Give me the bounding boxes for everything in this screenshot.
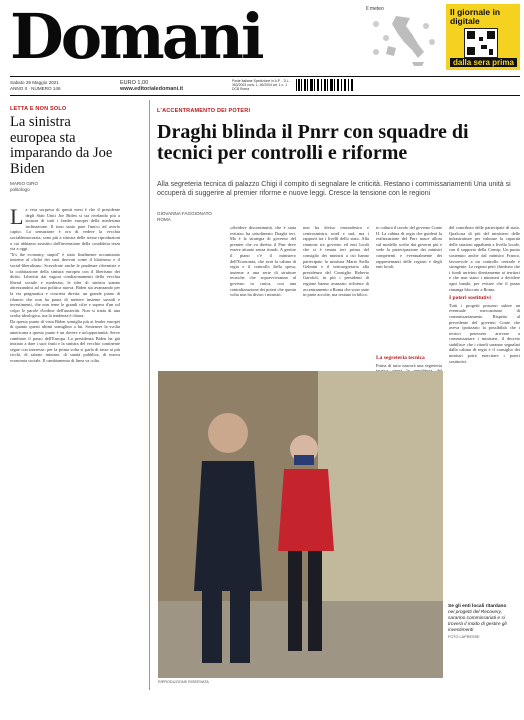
postal-info: Poste Italiane Spedizione in A.P. - D.L. 353/2003 conv. L. 46/2004 art. 1 c. 1 DCB Roma [232, 79, 290, 92]
main-author [157, 211, 212, 223]
section-subhead: La segreteria tecnica [376, 355, 425, 361]
website-link[interactable]: www.editorialedomani.it [120, 86, 184, 92]
main-deck: Alla segreteria tecnica di palazzo Chigi il compito di segnalare le criticità. Restano i commissariamenti Una unità si occuperà di suggerire al premier riforme e nuove leggi. Cresce la tensione con le regioni [157, 181, 511, 197]
promo-subtitle: dalla sera prima [450, 58, 517, 67]
author-role: politologo [10, 187, 30, 192]
section-subhead: I poteri sostitutivi [449, 295, 491, 302]
column-divider [149, 100, 150, 690]
body-paragraph: Tutti i progetti possono subire un eventuale meccanismo di commissariamento. Rispetto al precedente del governo Conte che aveva ipotizzato la possibilità che i tecnici potessero arrivare a commissariare i ministeri, il decreto stabilisce che i ritardi saranno segnalati dalla cabina di regia e il consiglio dei ministri potrà esercitare i poteri sostitutivi. [449, 302, 520, 364]
price: EURO 1,00 [120, 80, 149, 86]
qr-code-icon [464, 28, 498, 58]
barcode-icon [296, 79, 354, 91]
body-paragraph: a vera sorpresa di questi mesi è che il presidente degli Stati Uniti Joe Biden si sta rivelando più a sinistra di tutti i leader europei della medesima inclinazione. Il tono tanto pare l'unico ad averlo capito. La sensazione è ora di vedere la vecchia socialdemocrazia, sono più a sinistra delle stesse riproduzioni a cui abbiamo assistito dall'invenzione della cosiddetta terza via a oggi. [10, 207, 120, 252]
weather-label: Il meteo [366, 6, 384, 12]
main-photo[interactable] [158, 371, 443, 678]
divider [10, 76, 520, 77]
digital-edition-promo[interactable] [446, 4, 520, 70]
main-column-4 [449, 225, 520, 585]
body-paragraph: Da questo punto di vista Biden somiglia più ai leader europei di quanto questi ultimi somiglino a lui. Sostenere la svolta americana a questo punto è un dovere e un'opportunità. Serve cambiare il passo dell'Europa. La presidenza Biden ha già iniziato a dare i suoi frutti e la sinistra del vecchio continente segue con interesse: per la prima volta si parla di tasse ai più ricchi, di salario minimo, di sanità pubblica, di nuova economia sociale. Il cambiamento di linea va colto. [10, 318, 120, 364]
author-name: MARIO GIRO [10, 181, 39, 186]
left-kicker: LETTA E NON SOLO [10, 106, 67, 112]
drop-cap: L [10, 204, 24, 229]
photo-illustration [158, 371, 443, 678]
italy-map-icon [366, 12, 440, 68]
masthead-logo[interactable]: Domani [10, 0, 262, 73]
body-paragraph: "It's the economy, stupid" è stato finalmente accantonato insieme al cliché dei suoi derivati come il blairismo e il social-liberalismo. Scavalcate anche le prudenze riformiste e la coabitazione della sinistra europea con il liberismo dei diritti. Liberisti dai vagoni condizionamenti della vecchia liberal sociale e moderata, le idee di sinistra stanno attrezzandosi ad una politica nuova. Biden sta avanzando per la via pragmatica e concreta diretta: un grande piano di rilancio che non ha paura di mettere insieme sussidi e investimenti, che non teme le grandi cifre e supera d'un sol colpo le parole d'ordine dell'austerità. Non si tratta di una svolta ideologica, ma la tendenza è chiara. [10, 251, 120, 319]
promo-title: Il giornale in digitale [450, 7, 501, 26]
issue-date: Sabato 29 Maggio 2021 [10, 80, 59, 85]
main-headline[interactable]: Draghi blinda il Pnrr con squadre di tecnici per controlli e riforme [157, 121, 469, 164]
main-column-2: non ha diviso centrodestra e centrosinistra, nord e sud, ma i rapporti tra i livelli dello stato. Alla riunione tra governo ed enti locali che si è tenuta ieri prima del consiglio dei ministri a cui hanno partecipato la ministra Maria Stella Gelmini e il sottosegretario alla presidenza del Consiglio Roberto Garofoli, in più i presidenti di regione hanno avanzato richieste di accentramento a Roma che sono state in parte accolte, ma restano in bilico. [303, 225, 369, 298]
left-author [10, 181, 120, 193]
main-column-3: to cultura il tavolo del governo Conte II. La cabina di regia che guiderà la realizzazione del Pnrr nasce allora sul modello scelto dai governi più e vede la partecipazione dei ministri competenti e eventualmente dei rappresentanti delle regioni e degli enti locali. [376, 225, 442, 270]
author-name: GIOVANNA FAGGIONATO [157, 211, 212, 216]
issue-number: ANNO II · NUMERO 146 [10, 86, 61, 91]
left-body [10, 204, 120, 252]
copyright-notice: RIPRODUZIONE RISERVATA [158, 680, 209, 684]
dateline: ROMA [157, 217, 171, 222]
issue-info-bar [10, 78, 520, 92]
body-paragraph: Prima di tutto nascerà una segreteria [376, 362, 442, 368]
photo-caption [448, 604, 520, 640]
body-paragraph: del contributo delle partecipate di stato. Qualcosa di più del ministero delle infrastrutture per valutare la capacità delle stazioni appaltanti a livello locale, con il supporto della Consip. Un punto sostenuto anche dal ministro Franco, favorevole a un controllo centrale e stringente. Le regioni però chiedono che i fondi arrivino direttamente ai territori e che non siano i ministeri a decidere ogni bando, per evitare che il piano rimanga bloccato a Roma. [449, 225, 520, 292]
main-column-1: «dividere discontinuità, che è stata evitata» ha sottolineato Draghi ieri. Ma è la strategia di governo del premier che va diretta: il Pnrr deve essere attuato senza ritardi. A gestire il piano c'è il ministero dell'Economia, che avrà la cabina di regia e il controllo della spesa, insieme a una serie di strutture tecniche che sopravvivranno al governo in carica, con una centralizzazione dei poteri che questa volta non ha diviso i ministri. [230, 225, 296, 298]
main-kicker: L'ACCENTRAMENTO DEI POTERI [157, 108, 251, 114]
divider [10, 95, 520, 96]
weather-box [366, 6, 440, 68]
left-headline[interactable]: La sinistra europea sta imparando da Joe Biden [10, 114, 113, 177]
photo-credit: FOTO LAPRESSE [448, 635, 480, 639]
left-article[interactable] [10, 106, 120, 364]
caption-title: Se gli enti locali ritardano [448, 604, 507, 609]
caption-text: nei progetti del Recovery, saranno commissariati e si troverà il modo di gestire gli investimenti [448, 610, 507, 633]
